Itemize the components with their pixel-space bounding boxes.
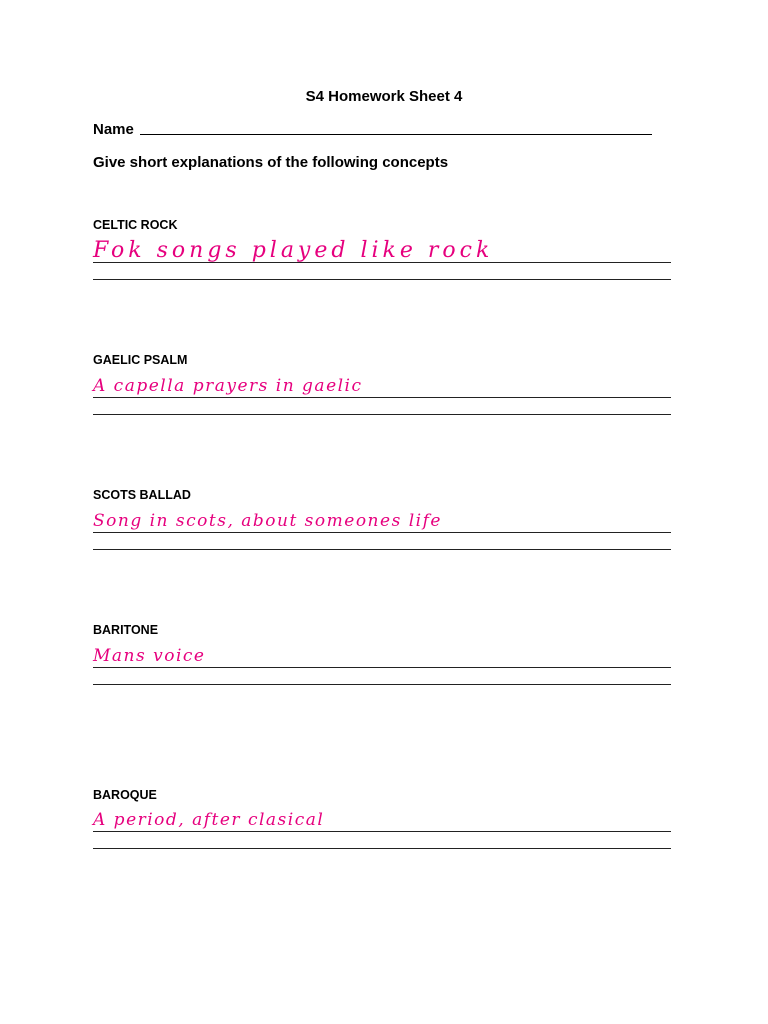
sheet-title: S4 Homework Sheet 4: [305, 88, 463, 105]
answer-line[interactable]: [93, 684, 671, 685]
name-label: Name: [93, 121, 134, 138]
handwritten-answer: A capella prayers in gaelic: [93, 376, 363, 396]
answer-line[interactable]: [93, 549, 671, 550]
answer-line[interactable]: [93, 262, 671, 263]
handwritten-answer: A period, after clasical: [93, 810, 325, 830]
answer-line[interactable]: [93, 279, 671, 280]
answer-line[interactable]: [93, 831, 671, 832]
instructions: Give short explanations of the following concepts: [93, 154, 449, 171]
answer-line[interactable]: [93, 532, 671, 533]
concept-heading: BARITONE: [93, 623, 159, 637]
handwritten-answer: Mans voice: [93, 646, 206, 666]
name-input-line[interactable]: [140, 134, 652, 135]
answer-line[interactable]: [93, 667, 671, 668]
concept-heading: GAELIC PSALM: [93, 353, 188, 367]
name-row: [93, 121, 652, 138]
answer-line[interactable]: [93, 397, 671, 398]
answer-line[interactable]: [93, 414, 671, 415]
concept-heading: CELTIC ROCK: [93, 218, 178, 232]
concept-heading: BAROQUE: [93, 788, 157, 802]
handwritten-answer: Song in scots, about someones life: [93, 511, 442, 531]
concept-heading: SCOTS BALLAD: [93, 488, 191, 502]
answer-line[interactable]: [93, 848, 671, 849]
handwritten-answer: Fok songs played like rock: [93, 238, 494, 263]
